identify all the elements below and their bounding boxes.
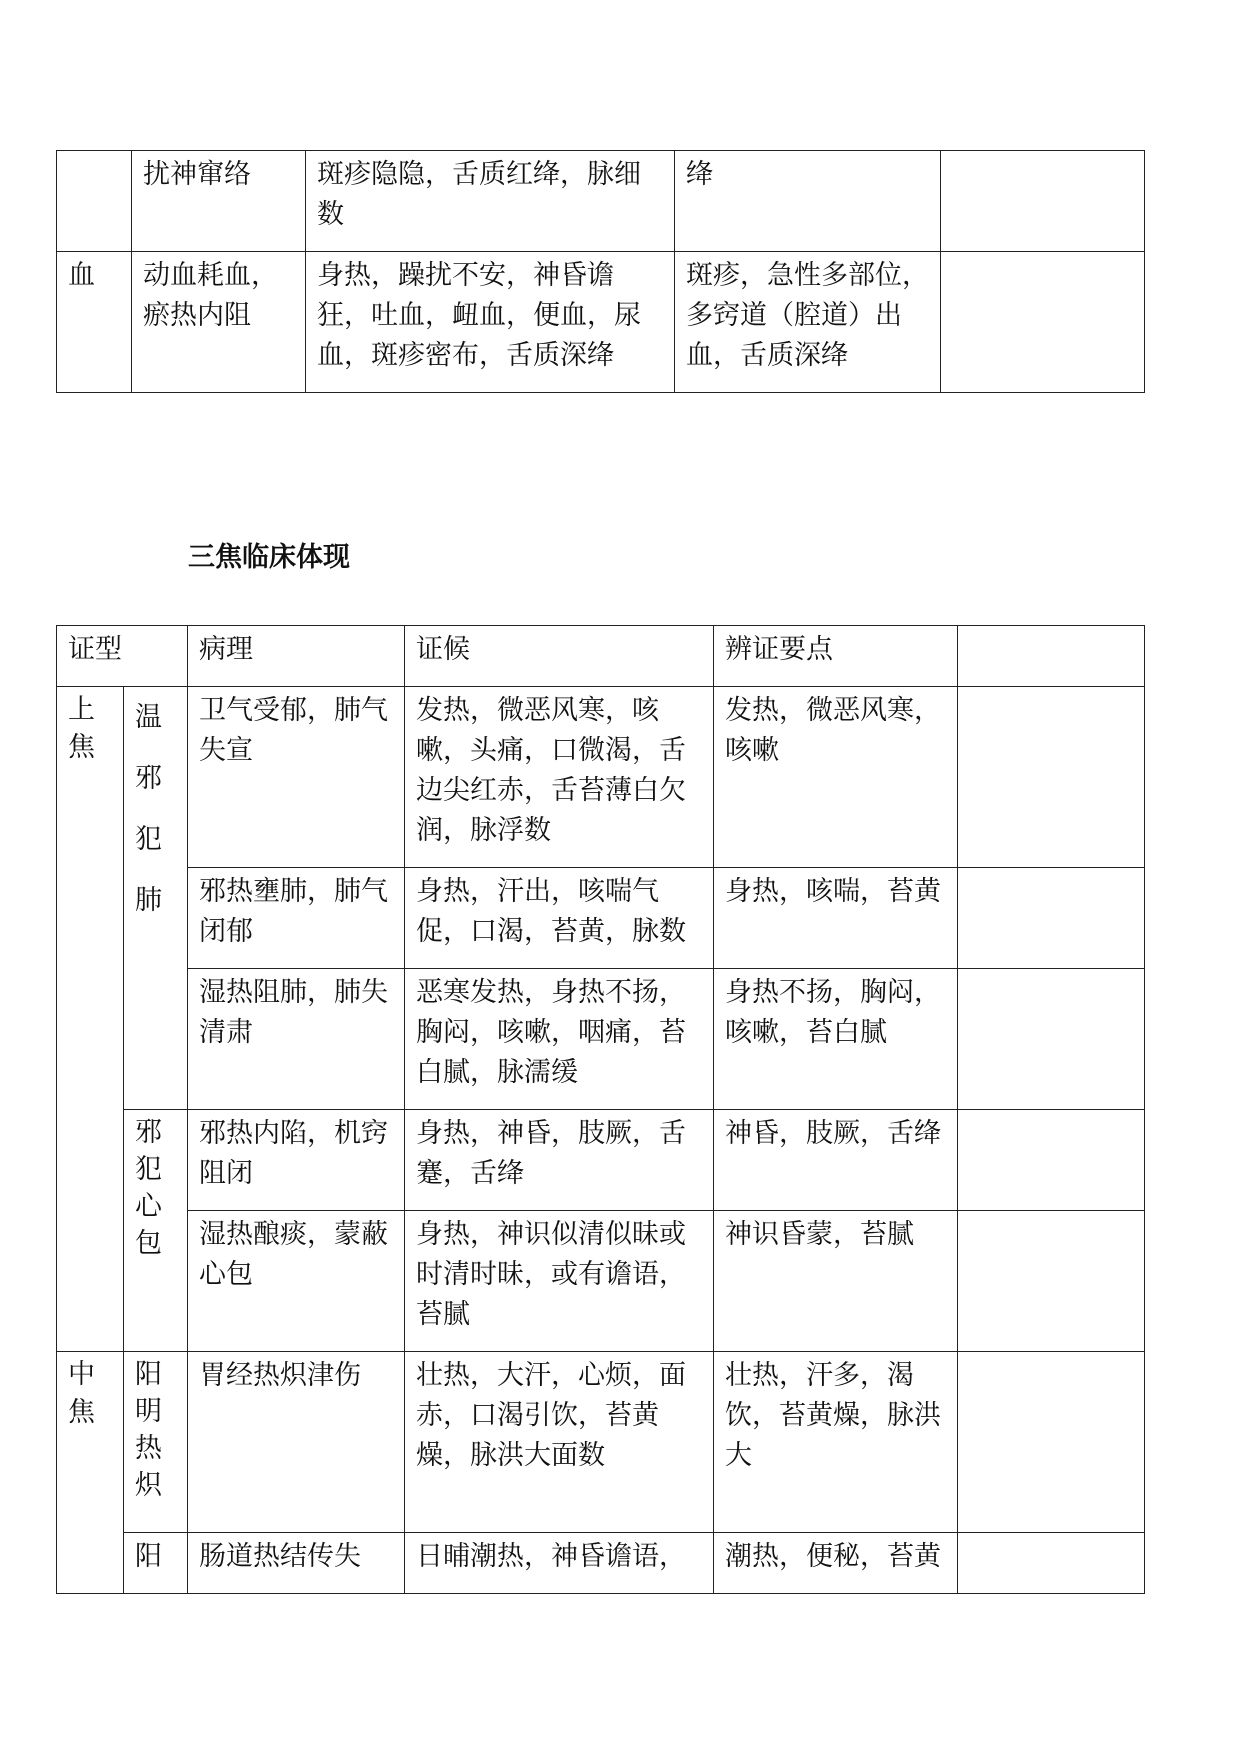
table-row <box>57 252 1145 393</box>
pathology-cell: 扰神窜络 <box>132 151 306 252</box>
pathology-cell: 胃经热炽津伤 <box>188 1352 405 1533</box>
table-row <box>57 687 1145 868</box>
pathology-cell: 湿热阻肺，肺失清肃 <box>188 969 405 1110</box>
table-row <box>57 1352 1145 1533</box>
key-points-cell: 发热，微恶风寒，咳嗽 <box>714 687 958 868</box>
symptoms-cell: 发热，微恶风寒，咳嗽，头痛，口微渴，舌边尖红赤，舌苔薄白欠润，脉浮数 <box>405 687 714 868</box>
extra-cell <box>958 868 1145 969</box>
table-row <box>57 1211 1145 1352</box>
key-points-cell: 斑疹，急性多部位，多窍道（腔道）出血，舌质深绛 <box>675 252 941 393</box>
key-points-cell: 壮热，汗多，渴饮，苔黄燥，脉洪大 <box>714 1352 958 1533</box>
key-points-cell: 神昏，肢厥，舌绛 <box>714 1110 958 1211</box>
extra-cell <box>941 151 1145 252</box>
extra-cell <box>958 1211 1145 1352</box>
extra-cell <box>958 969 1145 1110</box>
symptoms-cell: 身热，汗出，咳喘气促，口渴，苔黄，脉数 <box>405 868 714 969</box>
symptoms-cell: 斑疹隐隐，舌质红绛，脉细数 <box>306 151 675 252</box>
pathology-cell: 卫气受郁，肺气失宣 <box>188 687 405 868</box>
table-row <box>57 1110 1145 1211</box>
key-points-cell: 身热不扬，胸闷，咳嗽，苔白腻 <box>714 969 958 1110</box>
table-row <box>57 969 1145 1110</box>
level-cell: 血 <box>57 252 132 393</box>
symptoms-cell: 恶寒发热，身热不扬，胸闷，咳嗽，咽痛，苔白腻，脉濡缓 <box>405 969 714 1110</box>
table-row <box>57 151 1145 252</box>
key-points-cell: 潮热，便秘，苔黄 <box>714 1533 958 1594</box>
level-cell <box>57 151 132 252</box>
section-title: 三焦临床体现 <box>188 542 350 573</box>
pathology-cell: 肠道热结传失 <box>188 1533 405 1594</box>
subtype-cell: 邪犯心包 <box>124 1110 188 1352</box>
key-points-cell: 身热，咳喘，苔黄 <box>714 868 958 969</box>
header-type: 证型 <box>57 626 188 687</box>
key-points-cell: 神识昏蒙，苔腻 <box>714 1211 958 1352</box>
extra-cell <box>958 1352 1145 1533</box>
symptoms-cell: 身热，躁扰不安，神昏谵狂，吐血，衄血，便血，尿血，斑疹密布，舌质深绛 <box>306 252 675 393</box>
table-row <box>57 868 1145 969</box>
extra-cell <box>941 252 1145 393</box>
key-points-cell: 绛 <box>675 151 941 252</box>
header-symptoms: 证候 <box>405 626 714 687</box>
header-key-points: 辨证要点 <box>714 626 958 687</box>
symptoms-cell: 身热，神识似清似昧或时清时昧，或有谵语，苔腻 <box>405 1211 714 1352</box>
table-header-row <box>57 626 1145 687</box>
pathology-cell: 动血耗血，瘀热内阻 <box>132 252 306 393</box>
header-pathology: 病理 <box>188 626 405 687</box>
symptoms-cell: 身热，神昏，肢厥，舌蹇，舌绛 <box>405 1110 714 1211</box>
pathology-cell: 邪热壅肺，肺气闭郁 <box>188 868 405 969</box>
subtype-cell: 阳明热炽 <box>124 1352 188 1533</box>
jiao-cell-middle: 中焦 <box>57 1352 124 1594</box>
top-table <box>56 150 1145 393</box>
jiao-cell-upper: 上焦 <box>57 687 124 1352</box>
header-extra <box>958 626 1145 687</box>
pathology-cell: 湿热酿痰，蒙蔽心包 <box>188 1211 405 1352</box>
sanjiao-table <box>56 625 1145 1594</box>
table-row <box>57 1533 1145 1594</box>
extra-cell <box>958 1110 1145 1211</box>
pathology-cell: 邪热内陷，机窍阻闭 <box>188 1110 405 1211</box>
extra-cell <box>958 1533 1145 1594</box>
subtype-cell: 阳 <box>124 1533 188 1594</box>
symptoms-cell: 壮热，大汗，心烦，面赤，口渴引饮，苔黄燥，脉洪大面数 <box>405 1352 714 1533</box>
symptoms-cell: 日晡潮热，神昏谵语， <box>405 1533 714 1594</box>
extra-cell <box>958 687 1145 868</box>
subtype-cell: 温邪犯肺 <box>124 687 188 1110</box>
